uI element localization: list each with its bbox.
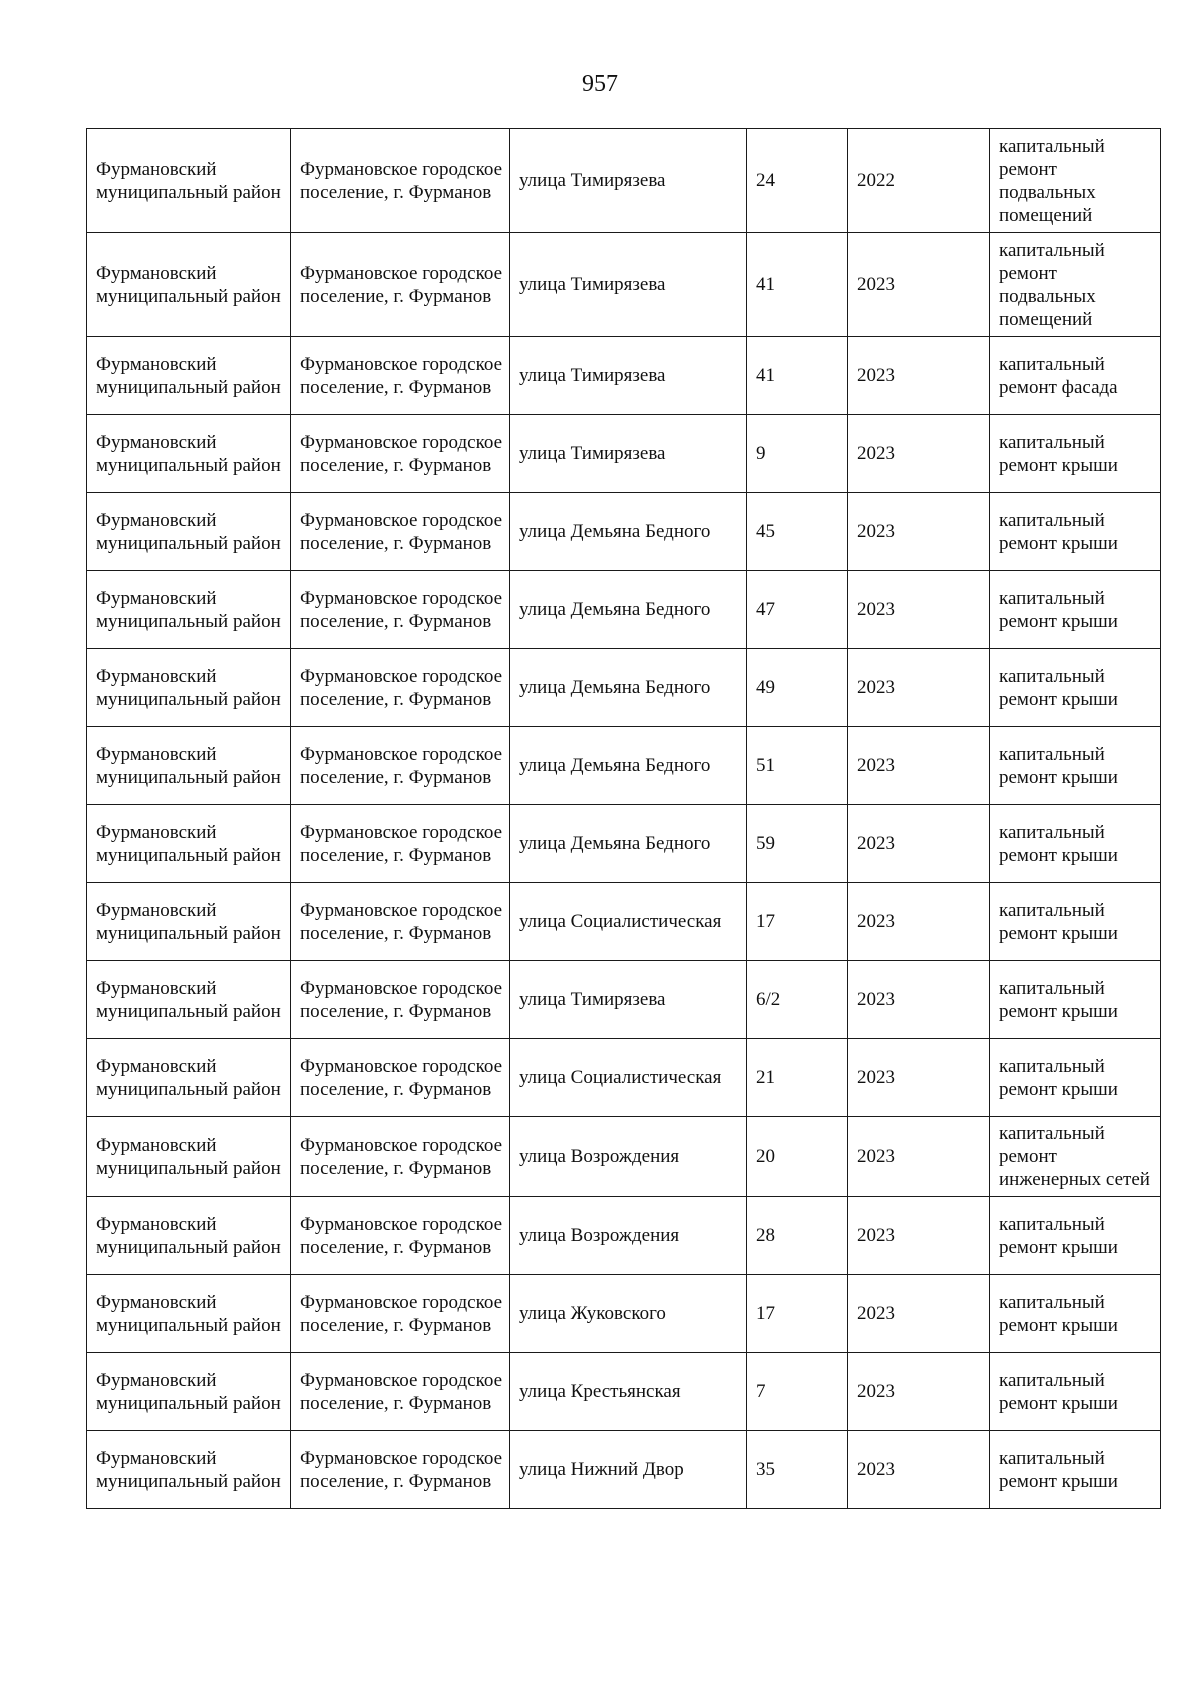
house-number-cell: 24	[747, 129, 848, 233]
settlement-cell: Фурмановское городское поселение, г. Фурманов	[291, 1039, 510, 1117]
work-type-cell: капитальный ремонт крыши	[990, 961, 1161, 1039]
year-cell: 2023	[848, 883, 990, 961]
table-row	[87, 1039, 1161, 1117]
settlement-cell: Фурмановское городское поселение, г. Фурманов	[291, 1275, 510, 1353]
table-row	[87, 337, 1161, 415]
table-row	[87, 961, 1161, 1039]
settlement-cell: Фурмановское городское поселение, г. Фурманов	[291, 1431, 510, 1509]
table-row	[87, 493, 1161, 571]
year-cell: 2023	[848, 493, 990, 571]
work-type-cell: капитальный ремонт крыши	[990, 1353, 1161, 1431]
house-number-cell: 21	[747, 1039, 848, 1117]
year-cell: 2023	[848, 1431, 990, 1509]
settlement-cell: Фурмановское городское поселение, г. Фурманов	[291, 337, 510, 415]
year-cell: 2023	[848, 1197, 990, 1275]
street-cell: улица Социалистическая	[510, 883, 747, 961]
district-cell: Фурмановский муниципальный район	[87, 1431, 291, 1509]
district-cell: Фурмановский муниципальный район	[87, 1197, 291, 1275]
house-number-cell: 51	[747, 727, 848, 805]
district-cell: Фурмановский муниципальный район	[87, 1117, 291, 1197]
district-cell: Фурмановский муниципальный район	[87, 1353, 291, 1431]
repair-registry-table	[86, 128, 1161, 1509]
district-cell: Фурмановский муниципальный район	[87, 233, 291, 337]
street-cell: улица Нижний Двор	[510, 1431, 747, 1509]
year-cell: 2023	[848, 649, 990, 727]
street-cell: улица Социалистическая	[510, 1039, 747, 1117]
work-type-cell: капитальный ремонт крыши	[990, 1197, 1161, 1275]
settlement-cell: Фурмановское городское поселение, г. Фурманов	[291, 805, 510, 883]
year-cell: 2023	[848, 1117, 990, 1197]
house-number-cell: 41	[747, 337, 848, 415]
settlement-cell: Фурмановское городское поселение, г. Фурманов	[291, 649, 510, 727]
settlement-cell: Фурмановское городское поселение, г. Фурманов	[291, 415, 510, 493]
table-row	[87, 1431, 1161, 1509]
street-cell: улица Демьяна Бедного	[510, 727, 747, 805]
work-type-cell: капитальный ремонт крыши	[990, 649, 1161, 727]
work-type-cell: капитальный ремонт крыши	[990, 805, 1161, 883]
table-row	[87, 415, 1161, 493]
street-cell: улица Тимирязева	[510, 337, 747, 415]
street-cell: улица Возрождения	[510, 1197, 747, 1275]
work-type-cell: капитальный ремонт крыши	[990, 571, 1161, 649]
street-cell: улица Крестьянская	[510, 1353, 747, 1431]
table-row	[87, 727, 1161, 805]
settlement-cell: Фурмановское городское поселение, г. Фурманов	[291, 1353, 510, 1431]
table-row	[87, 129, 1161, 233]
year-cell: 2023	[848, 805, 990, 883]
house-number-cell: 47	[747, 571, 848, 649]
year-cell: 2023	[848, 727, 990, 805]
district-cell: Фурмановский муниципальный район	[87, 1039, 291, 1117]
district-cell: Фурмановский муниципальный район	[87, 571, 291, 649]
work-type-cell: капитальный ремонт крыши	[990, 1039, 1161, 1117]
street-cell: улица Демьяна Бедного	[510, 805, 747, 883]
street-cell: улица Демьяна Бедного	[510, 649, 747, 727]
work-type-cell: капитальный ремонт крыши	[990, 883, 1161, 961]
table-row	[87, 233, 1161, 337]
house-number-cell: 28	[747, 1197, 848, 1275]
table-row	[87, 1197, 1161, 1275]
table-row	[87, 649, 1161, 727]
house-number-cell: 17	[747, 1275, 848, 1353]
district-cell: Фурмановский муниципальный район	[87, 805, 291, 883]
district-cell: Фурмановский муниципальный район	[87, 883, 291, 961]
settlement-cell: Фурмановское городское поселение, г. Фурманов	[291, 571, 510, 649]
settlement-cell: Фурмановское городское поселение, г. Фурманов	[291, 129, 510, 233]
settlement-cell: Фурмановское городское поселение, г. Фурманов	[291, 883, 510, 961]
house-number-cell: 6/2	[747, 961, 848, 1039]
work-type-cell: капитальный ремонт крыши	[990, 415, 1161, 493]
year-cell: 2023	[848, 415, 990, 493]
work-type-cell: капитальный ремонт крыши	[990, 1431, 1161, 1509]
year-cell: 2022	[848, 129, 990, 233]
street-cell: улица Тимирязева	[510, 415, 747, 493]
table-row	[87, 805, 1161, 883]
table-row	[87, 1117, 1161, 1197]
street-cell: улица Жуковского	[510, 1275, 747, 1353]
district-cell: Фурмановский муниципальный район	[87, 649, 291, 727]
district-cell: Фурмановский муниципальный район	[87, 493, 291, 571]
district-cell: Фурмановский муниципальный район	[87, 337, 291, 415]
table-row	[87, 1275, 1161, 1353]
registry-table-body	[87, 129, 1161, 1509]
work-type-cell: капитальный ремонт инженерных сетей	[990, 1117, 1161, 1197]
house-number-cell: 17	[747, 883, 848, 961]
work-type-cell: капитальный ремонт крыши	[990, 727, 1161, 805]
page-number: 957	[582, 71, 618, 97]
district-cell: Фурмановский муниципальный район	[87, 129, 291, 233]
street-cell: улица Тимирязева	[510, 233, 747, 337]
year-cell: 2023	[848, 233, 990, 337]
house-number-cell: 7	[747, 1353, 848, 1431]
street-cell: улица Демьяна Бедного	[510, 571, 747, 649]
table-row	[87, 883, 1161, 961]
work-type-cell: капитальный ремонт подвальных помещений	[990, 129, 1161, 233]
district-cell: Фурмановский муниципальный район	[87, 1275, 291, 1353]
year-cell: 2023	[848, 337, 990, 415]
work-type-cell: капитальный ремонт крыши	[990, 1275, 1161, 1353]
street-cell: улица Тимирязева	[510, 961, 747, 1039]
settlement-cell: Фурмановское городское поселение, г. Фурманов	[291, 727, 510, 805]
settlement-cell: Фурмановское городское поселение, г. Фурманов	[291, 233, 510, 337]
year-cell: 2023	[848, 1039, 990, 1117]
settlement-cell: Фурмановское городское поселение, г. Фурманов	[291, 961, 510, 1039]
work-type-cell: капитальный ремонт подвальных помещений	[990, 233, 1161, 337]
district-cell: Фурмановский муниципальный район	[87, 415, 291, 493]
table-row	[87, 571, 1161, 649]
district-cell: Фурмановский муниципальный район	[87, 727, 291, 805]
house-number-cell: 45	[747, 493, 848, 571]
settlement-cell: Фурмановское городское поселение, г. Фурманов	[291, 1117, 510, 1197]
year-cell: 2023	[848, 1275, 990, 1353]
house-number-cell: 35	[747, 1431, 848, 1509]
table-row	[87, 1353, 1161, 1431]
settlement-cell: Фурмановское городское поселение, г. Фурманов	[291, 1197, 510, 1275]
work-type-cell: капитальный ремонт крыши	[990, 493, 1161, 571]
street-cell: улица Возрождения	[510, 1117, 747, 1197]
house-number-cell: 41	[747, 233, 848, 337]
district-cell: Фурмановский муниципальный район	[87, 961, 291, 1039]
settlement-cell: Фурмановское городское поселение, г. Фурманов	[291, 493, 510, 571]
street-cell: улица Тимирязева	[510, 129, 747, 233]
house-number-cell: 9	[747, 415, 848, 493]
house-number-cell: 59	[747, 805, 848, 883]
street-cell: улица Демьяна Бедного	[510, 493, 747, 571]
house-number-cell: 49	[747, 649, 848, 727]
year-cell: 2023	[848, 961, 990, 1039]
work-type-cell: капитальный ремонт фасада	[990, 337, 1161, 415]
year-cell: 2023	[848, 1353, 990, 1431]
house-number-cell: 20	[747, 1117, 848, 1197]
year-cell: 2023	[848, 571, 990, 649]
